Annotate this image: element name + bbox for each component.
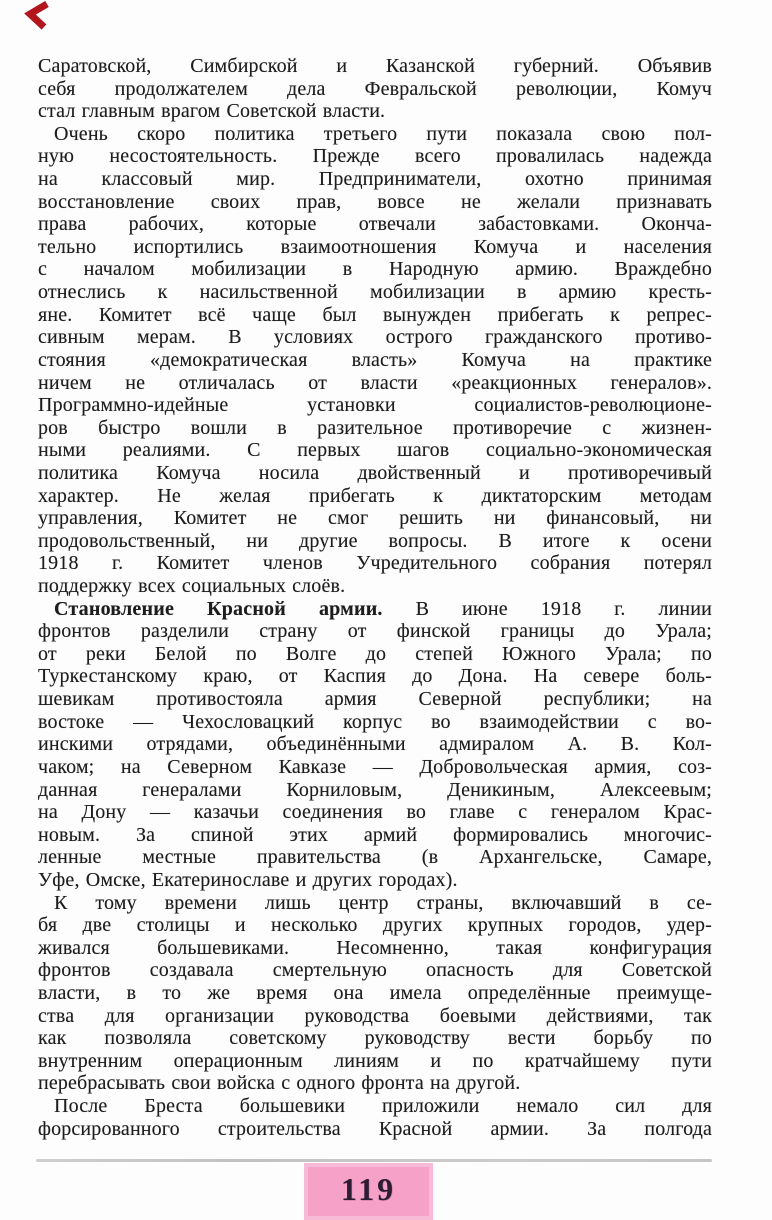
text-line: на классовый мир. Предприниматели, охотно принимая (38, 168, 712, 191)
text-line: перебрасывать свои войска с одного фронта на другой. (38, 1072, 521, 1095)
text-line: себя продолжателем дела Февральской революции, Комуч (38, 77, 712, 100)
text-line: отнеслись к насильственной мобилизации в армию кресть- (38, 281, 712, 304)
text-line: инскими отрядами, объединёнными адмиралом А. В. Кол- (38, 733, 712, 756)
text-line: права рабочих, которые отвечали забастовками. Оконча- (38, 213, 712, 236)
text-line: ничем не отличалась от власти «реакционных генералов». (38, 371, 712, 394)
text-line: фронтов создавала смертельную опасность для Советской (38, 959, 712, 982)
page-number-tab (304, 1163, 433, 1220)
text-line: ную несостоятельность. Прежде всего провалилась надежда (38, 145, 712, 168)
text-line: стояния «демократическая власть» Комуча на практике (38, 348, 712, 371)
text-line: Программно-идейные установки социалистов-революционе- (38, 394, 712, 417)
text-line: как позволяла советскому руководству вести борьбу по (38, 1027, 712, 1050)
text-line: данная генералами Корниловым, Деникиным, Алексеевым; (38, 778, 712, 801)
text-line: шевикам противостояла армия Северной республики; на (38, 688, 712, 711)
text-line: новым. За спиной этих армий формировались многочис- (38, 823, 712, 846)
text-line: живался большевиками. Несомненно, такая конфигурация (38, 936, 712, 959)
text-line: от реки Белой по Волге до степей Южного Урала; по (38, 642, 712, 665)
red-pen-mark-icon (22, 1, 58, 35)
text-line: Очень скоро политика третьего пути показала свою пол- (54, 122, 712, 145)
text-line: продовольственный, ни другие вопросы. В итоге к осени (38, 529, 712, 552)
text-line: бя две столицы и несколько других крупных городов, удер- (38, 914, 712, 937)
text-line: власти, в то же время она имела определённые преимуще- (38, 981, 712, 1004)
text-line: поддержку всех социальных слоёв. (38, 575, 346, 598)
text-line: на Дону — казачьи соединения во главе с генералом Крас- (38, 801, 712, 824)
text-line: ленные местные правительства (в Архангельске, Самаре, (38, 846, 712, 869)
text-line: стал главным врагом Советской власти. (38, 100, 386, 123)
page-number: 119 (340, 1171, 397, 1207)
text-line: востоке — Чехословацкий корпус во взаимодействии с во- (38, 710, 712, 733)
text-line: ными реалиями. С первых шагов социально-экономическая (38, 439, 712, 462)
text-line: ров быстро вошли в разительное противоречие с жизнен- (38, 416, 712, 439)
text-line: политика Комуча носила двойственный и противоречивый (38, 461, 712, 484)
text-line: характер. Не желая прибегать к диктаторским методам (38, 484, 712, 507)
text-line: тельно испортились взаимоотношения Комуча и населения (38, 235, 712, 258)
text-line: чаком; на Северном Кавказе — Добровольческая армия, соз- (38, 755, 712, 778)
page-text-block (38, 55, 712, 1140)
footer-rule (36, 1159, 712, 1162)
text-line: сивным мерам. В условиях острого гражданского противо- (38, 326, 712, 349)
text-line: управления, Комитет не смог решить ни финансовый, ни (38, 507, 712, 530)
text-line: К тому времени лишь центр страны, включавший в се- (54, 891, 712, 914)
text-line: с началом мобилизации в Народную армию. Враждебно (38, 258, 712, 281)
text-line: фронтов разделили страну от финской границы до Урала; (38, 620, 712, 643)
text-line: 1918 г. Комитет членов Учредительного собрания потерял (38, 552, 712, 575)
text-line: яне. Комитет всё чаще был вынужден прибегать к репрес- (38, 303, 712, 326)
text-line: Саратовской, Симбирской и Казанской губерний. Объявив (38, 55, 712, 77)
text-line: Становление Красной армии. В июне 1918 г. линии (54, 597, 712, 620)
text-line: восстановление своих прав, вовсе не желали признавать (38, 190, 712, 213)
text-line: ства для организации руководства боевыми действиями, так (38, 1004, 712, 1027)
text-line: внутренним операционным линиям и по кратчайшему пути (38, 1049, 712, 1072)
text-line: форсированного строительства Красной армии. За полгода (38, 1117, 712, 1140)
text-line: Туркестанскому краю, от Каспия до Дона. На севере боль- (38, 665, 712, 688)
text-line: После Бреста большевики приложили немало сил для (54, 1095, 712, 1118)
paragraph-heading: Становление Красной армии. (54, 597, 383, 620)
text-line: Уфе, Омске, Екатеринославе и других городах). (38, 868, 458, 891)
